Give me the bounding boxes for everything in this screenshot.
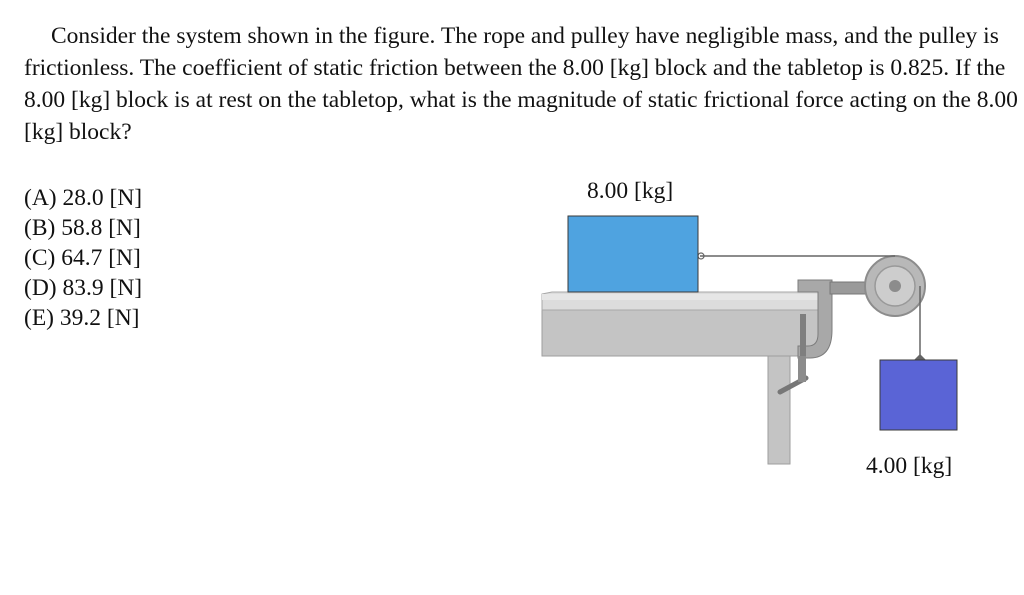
choice-a[interactable]: (A) 28.0 [N] xyxy=(24,185,143,211)
tabletop-front xyxy=(542,310,818,356)
answer-choices xyxy=(24,183,142,333)
block-on-table-label: 8.00 [kg] xyxy=(587,178,674,204)
choice-d[interactable]: (D) 83.9 [N] xyxy=(24,275,143,301)
choice-b[interactable]: (B) 58.8 [N] xyxy=(24,215,141,241)
choice-c[interactable]: (C) 64.7 [N] xyxy=(24,245,141,271)
block-8kg xyxy=(568,216,698,292)
clamp-screw-lower xyxy=(798,356,806,382)
pulley-axle xyxy=(889,280,901,292)
question-text: Consider the system shown in the figure. The rope and pulley have negligible mass, and the pulley is frictionless. The coefficient of static friction between the 8.00 [kg] block and the tabletop is 0.825. If the 8.00 [kg] block is at rest on the tabletop, what is the magnitude of static frictional force acting on the 8.00 [kg] block? xyxy=(24,23,1018,145)
rope-hook xyxy=(914,354,926,360)
block-4kg xyxy=(880,360,957,430)
hanging-block-label: 4.00 [kg] xyxy=(866,453,953,479)
choice-e[interactable]: (E) 39.2 [N] xyxy=(24,305,140,331)
tabletop-edge xyxy=(542,294,828,300)
pulley-system-figure xyxy=(540,170,990,490)
